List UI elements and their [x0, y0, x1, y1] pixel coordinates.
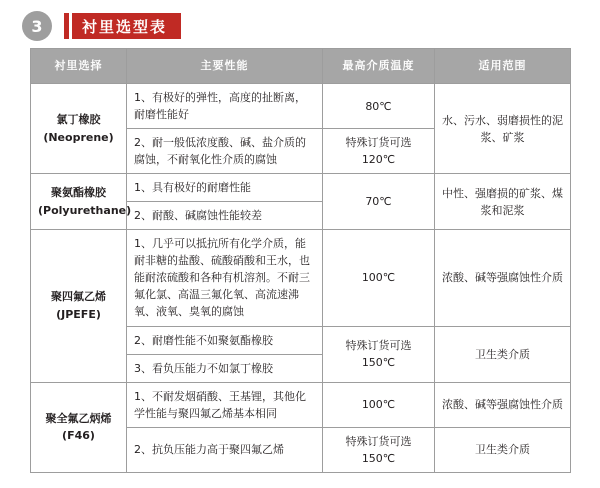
application-scope-cell: 卫生类介质 — [435, 427, 571, 472]
max-temperature-cell: 70℃ — [323, 174, 435, 230]
table-row — [31, 84, 571, 129]
application-scope-cell: 中性、强磨损的矿浆、煤浆和泥浆 — [435, 174, 571, 230]
lining-material-line: 聚氨酯橡胶 — [51, 186, 106, 200]
section-number-badge: 3 — [22, 11, 52, 41]
application-scope-cell: 水、污水、弱磨损性的泥浆、矿浆 — [435, 84, 571, 174]
lining-selection-table-wrap — [0, 42, 600, 473]
lining-material-line: (Neoprene) — [43, 130, 114, 144]
lining-material-cell — [31, 382, 127, 472]
lining-material-cell — [31, 84, 127, 174]
lining-material-line: (F46) — [62, 429, 95, 443]
column-header-max-temp: 最高介质温度 — [323, 49, 435, 84]
performance-cell: 1、具有极好的耐磨性能 — [127, 174, 323, 202]
table-row — [31, 382, 571, 427]
table-header-row — [31, 49, 571, 84]
performance-cell: 1、有极好的弹性，高度的扯断离，耐磨性能好 — [127, 84, 323, 129]
performance-cell: 1、几乎可以抵抗所有化学介质，能耐非糖的盐酸、硫酸硝酸和王水，也能耐浓硫酸和各种有机溶剂。不耐三氟化氯、高温三氟化氧、高流速沸氧、液氧、臭氧的腐蚀 — [127, 230, 323, 326]
title-accent-bar — [64, 13, 69, 39]
max-temperature-cell: 100℃ — [323, 230, 435, 326]
column-header-performance: 主要性能 — [127, 49, 323, 84]
performance-cell: 2、抗负压能力高于聚四氟乙烯 — [127, 427, 323, 472]
lining-selection-table — [30, 48, 571, 473]
lining-material-line: 聚全氟乙炳烯 — [45, 411, 112, 425]
performance-cell: 3、看负压能力不如氯丁橡胶 — [127, 354, 323, 382]
column-header-scope: 适用范围 — [435, 49, 571, 84]
performance-cell: 2、耐磨性能不如聚氨酯橡胶 — [127, 326, 323, 354]
page-title: 衬里选型表 — [72, 13, 181, 39]
lining-material-line: 聚四氟乙烯 — [51, 290, 106, 304]
lining-material-cell — [31, 174, 132, 230]
performance-cell: 2、耐酸、碱腐蚀性能较差 — [127, 202, 323, 230]
column-header-lining: 衬里选择 — [31, 49, 127, 84]
lining-material-line: (Polyurethane) — [38, 203, 132, 217]
table-body — [31, 84, 571, 473]
max-temperature-cell: 特殊订货可选120℃ — [323, 129, 435, 174]
table-row — [31, 174, 571, 202]
max-temperature-cell: 80℃ — [323, 84, 435, 129]
max-temperature-cell: 100℃ — [323, 382, 435, 427]
application-scope-cell: 浓酸、碱等强腐蚀性介质 — [435, 230, 571, 326]
performance-cell: 1、不耐发烟硝酸、王基锂，其他化学性能与聚四氟乙烯基本相同 — [127, 382, 323, 427]
lining-material-cell — [31, 230, 127, 382]
application-scope-cell: 浓酸、碱等强腐蚀性介质 — [435, 382, 571, 427]
page-header — [0, 0, 600, 42]
lining-material-line: 氯丁橡胶 — [56, 113, 101, 126]
title-banner — [64, 13, 181, 39]
performance-cell: 2、耐一般低浓度酸、碱、盐介质的腐蚀，不耐氧化性介质的腐蚀 — [127, 129, 323, 174]
table-row — [31, 230, 571, 326]
lining-material-line: (JPEFE) — [56, 307, 101, 321]
max-temperature-cell: 特殊订货可选150℃ — [323, 326, 435, 382]
max-temperature-cell: 特殊订货可选150℃ — [323, 427, 435, 472]
application-scope-cell: 卫生类介质 — [435, 326, 571, 382]
